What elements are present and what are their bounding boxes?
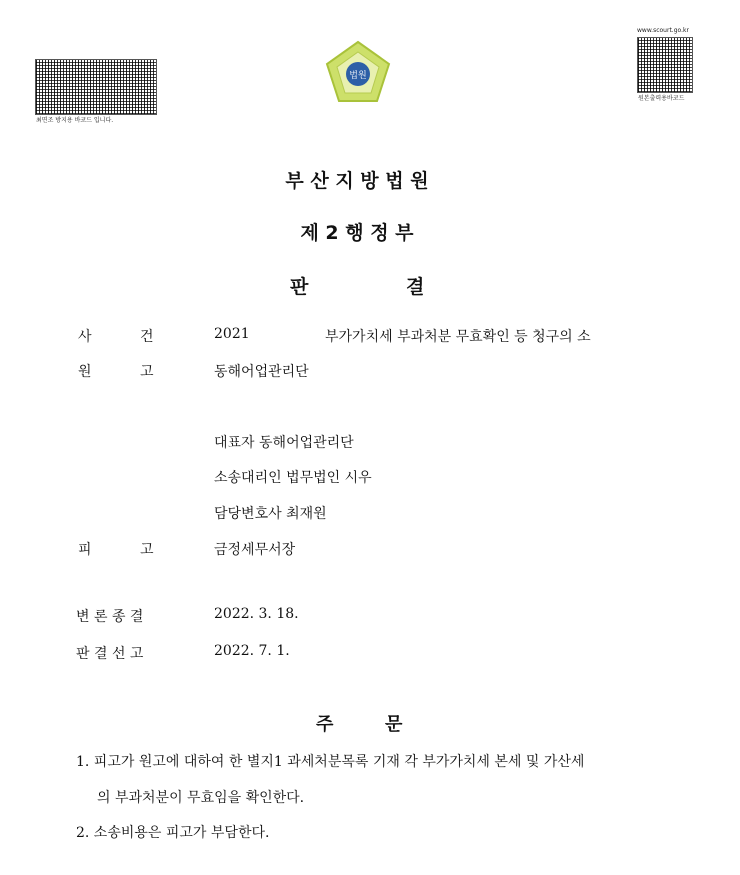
court-emblem bbox=[323, 38, 393, 108]
right-barcode-caption: 원본출력용바코드 bbox=[638, 95, 685, 102]
attorney: 담당변호사 최재원 bbox=[214, 506, 327, 522]
plaintiff-name: 동해어업관리단 bbox=[214, 364, 309, 380]
case-title: 부가가치세 부과처분 무효확인 등 청구의 소 bbox=[325, 329, 591, 345]
order-item-1-line-1: 1. 피고가 원고에 대하여 한 별지1 과세처분목록 기재 각 부가가치세 본세 및 가산세 bbox=[76, 754, 585, 770]
site-url: www.scourt.go.kr bbox=[637, 27, 689, 34]
right-barcode bbox=[637, 37, 693, 93]
order-heading-left: 주 bbox=[316, 714, 334, 735]
left-barcode-caption: 최면조 방지용 바코드 입니다. bbox=[36, 117, 114, 124]
court-name: 부 산 지 방 법 원 bbox=[285, 170, 429, 192]
defendant-name: 금정세무서장 bbox=[214, 542, 296, 558]
court-emblem-icon bbox=[323, 38, 393, 108]
order-item-2: 2. 소송비용은 피고가 부담한다. bbox=[76, 825, 270, 841]
order-heading-right: 문 bbox=[385, 714, 403, 735]
plaintiff-label-1: 원 bbox=[78, 364, 92, 380]
defendant-label-1: 피 bbox=[78, 542, 92, 558]
case-label-2: 건 bbox=[140, 329, 154, 345]
case-label-1: 사 bbox=[78, 329, 92, 345]
plaintiff-label-2: 고 bbox=[140, 364, 154, 380]
judgment-date-label: 판 결 선 고 bbox=[76, 646, 144, 662]
order-item-1-line-2: 의 부과처분이 무효임을 확인한다. bbox=[97, 790, 305, 806]
case-number: 2021 bbox=[214, 326, 250, 342]
left-barcode bbox=[35, 59, 157, 115]
counsel: 소송대리인 법무법인 시우 bbox=[214, 470, 372, 486]
doc-type-right: 결 bbox=[406, 276, 425, 298]
hearing-end-label: 변 론 종 결 bbox=[76, 609, 144, 625]
hearing-end-date: 2022. 3. 18. bbox=[214, 606, 299, 622]
division-name: 제 2 행 정 부 bbox=[300, 222, 414, 244]
judgment-date: 2022. 7. 1. bbox=[214, 643, 290, 659]
representative: 대표자 동해어업관리단 bbox=[214, 435, 354, 451]
doc-type-left: 판 bbox=[290, 276, 309, 298]
defendant-label-2: 고 bbox=[140, 542, 154, 558]
emblem-text: 법원 bbox=[349, 71, 367, 81]
